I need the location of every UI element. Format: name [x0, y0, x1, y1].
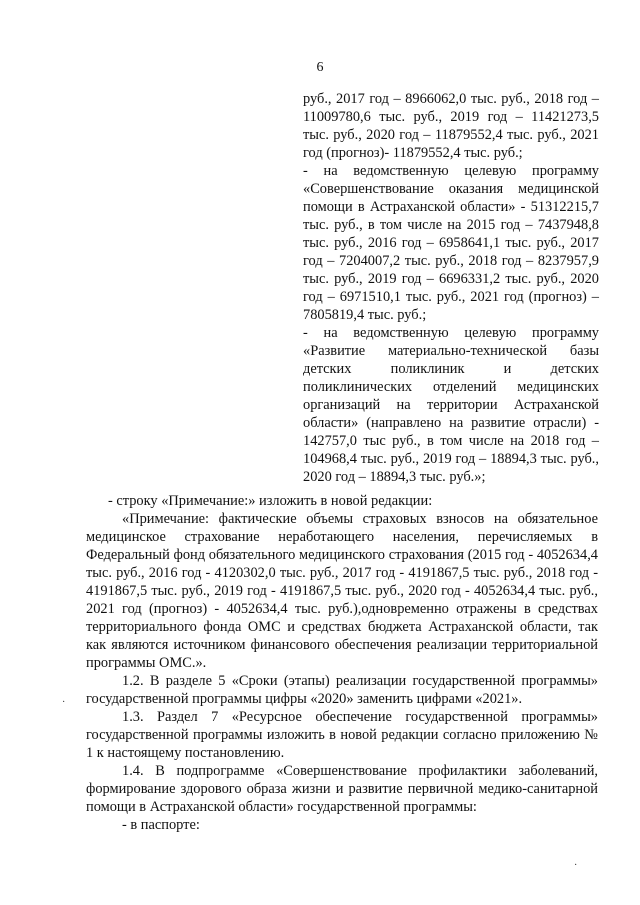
page-number: 6 [316, 60, 324, 75]
right-column-paragraph: - на ведомственную целевую программу «Совершенствование оказания медицинской помощи в Астраханской области» - 51312215,7 тыс. руб., в том числе на 2015 год – 7437948,8 тыс. руб., 2016 год – 6958641,1 тыс. руб., 2017 год – 7204007,2 тыс. руб., 2018 год – 8237957,9 тыс. руб., 2019 год – 6696331,2 тыс. руб., 2020 год – 6971510,1 тыс. руб., 2021 год (прогноз) – 7805819,4 тыс. руб.; [303, 163, 599, 323]
passport-right-column [303, 90, 599, 486]
body-paragraph: 1.3. Раздел 7 «Ресурсное обеспечение государственной программы» государственной программы изложить в новой редакции согласно приложению № 1 к настоящему постановлению. [86, 709, 598, 761]
body-paragraph: - в паспорте: [122, 817, 200, 833]
scan-speck: · [574, 860, 578, 871]
body-paragraph: «Примечание: фактические объемы страховых взносов на обязательное медицинское страхование неработающего населения, перечисляемых в Федеральный фонд обязательного медицинского страхования (2015 год - 4052634,4 тыс. руб., 2016 год - 4120302,0 тыс. руб., 2017 год - 4191867,5 тыс. руб., 2018 год - 4191867,5 тыс. руб., 2019 год - 4191867,5 тыс. руб., 2020 год - 4052634,4 тыс. руб., 2021 год (прогноз) - 4052634,4 тыс. руб.),одновременно отражены в средствах территориального фонда ОМС и средствах бюджета Астраханской области, так как являются источником финансового обеспечения реализации территориальной программы ОМС.». [86, 511, 598, 671]
right-column-paragraph: - на ведомственную целевую программу «Развитие материально-технической базы детских поликлиник и детских поликлинических отделений медицинских организаций на территории Астраханской области» (направлено на развитие отрасли) - 142757,0 тыс руб., в том числе на 2018 год – 104968,4 тыс. руб., 2019 год – 18894,3 тыс. руб., 2020 год – 18894,3 тыс. руб.»; [303, 325, 599, 485]
body-paragraph: - строку «Примечание:» изложить в новой редакции: [108, 493, 433, 509]
body-paragraph: 1.4. В подпрограмме «Совершенствование профилактики заболеваний, формирование здорового образа жизни и развитие первичной медико-санитарной помощи в Астраханской области» государственной программы: [86, 763, 598, 815]
scan-speck: · [62, 697, 66, 708]
body-paragraph: 1.2. В разделе 5 «Сроки (этапы) реализации государственной программы» государственной программы цифры «2020» заменить цифрами «2021». [86, 673, 598, 707]
main-text [86, 492, 598, 834]
right-column-paragraph: руб., 2017 год – 8966062,0 тыс. руб., 2018 год – 11009780,6 тыс. руб., 2019 год – 11421273,5 тыс. руб., 2020 год – 11879552,4 тыс. руб., 2021 год (прогноз)- 11879552,4 тыс. руб.; [303, 91, 599, 161]
